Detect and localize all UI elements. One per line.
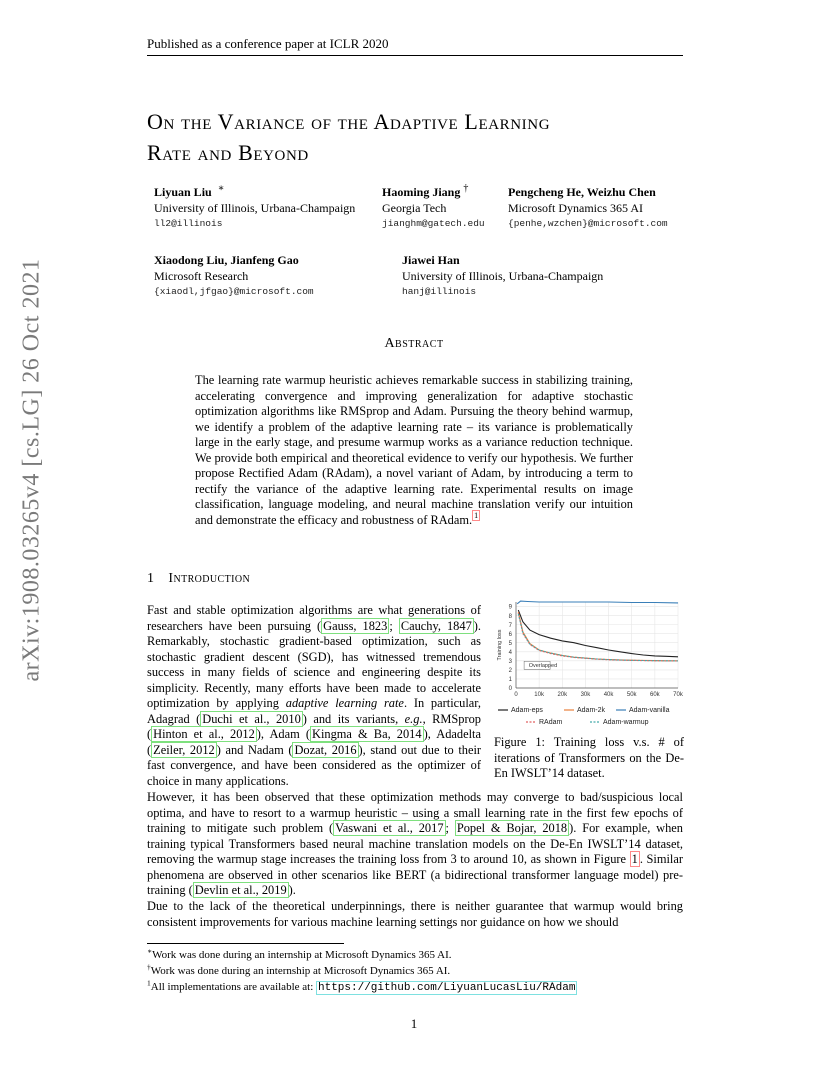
y-tick-label: 7 [508,622,512,629]
x-tick-label: 20k [557,692,568,698]
citation-link[interactable]: Zeiler, 2012 [153,742,215,757]
author-block [154,252,314,300]
title-line-1: On the Variance of the Adaptive Learning [147,109,551,134]
figure-caption: Figure 1: Training loss v.s. # of iterations of Transformers on the De-En IWSLT’14 dataset. [494,735,684,780]
footnote [147,963,683,979]
author-block [154,184,355,232]
abstract-heading: Abstract [384,336,444,351]
footnote [147,979,683,996]
x-tick-label: 30k [580,692,591,698]
chart-legend [498,707,670,726]
text-run: However, it has been observed that these optimization methods may converge to bad/suspicious local optima, and have to resort to a warmup heuristic – using a small learning rate in the first few epochs of training to mitigate such problem ( [147,790,683,835]
repo-url-link[interactable]: https://github.com/LiyuanLucasLiu/RAdam [318,982,576,994]
y-tick-label: 9 [508,604,512,611]
footnote-mark: 1 [147,978,151,988]
author-name: Liyuan Liu [154,185,212,199]
emphasis: adaptive learning rate [285,696,404,710]
author-email: ll2@illinois [154,218,223,229]
text-run: ) and Nadam ( [216,742,293,757]
section-heading [147,571,250,587]
training-loss-chart [494,598,686,734]
author-name: Jiawei Han [402,253,460,267]
section-title: Introduction [168,571,251,586]
citation-link[interactable]: Gauss, 1823 [323,618,388,633]
x-tick-label: 40k [603,692,614,698]
citation-link[interactable]: Devlin et al., 2019 [194,883,287,897]
author-block [382,184,485,232]
text-run: ). [288,883,296,897]
text-run: . Similar phenomena are observed in other scenarios like BERT (a bidirectional transformer language model) pre-training ( [147,852,683,897]
section-number: 1 [147,571,155,586]
author-name: Pengcheng He, Weizhu Chen [508,185,656,199]
text-run: ; [389,618,399,633]
citation-link[interactable]: Popel & Bojar, 2018 [456,821,568,835]
citation-link[interactable]: Dozat, 2016 [294,742,357,757]
author-affiliation: Microsoft Dynamics 365 AI [508,201,643,215]
page-number: 1 [410,1016,418,1031]
footnote-text: Work was done during an internship at Microsoft Dynamics 365 AI. [152,949,452,961]
author-affiliation: Georgia Tech [382,201,447,215]
citation-link[interactable]: Duchi et al., 2010 [202,711,301,726]
author-email: {xiaodl,jfgao}@microsoft.com [154,286,314,297]
y-tick-label: 2 [508,668,512,675]
y-tick-label: 3 [508,659,512,666]
citation-link[interactable]: Hinton et al., 2012 [153,727,255,741]
footnote [147,947,683,963]
chart-tick-labels [497,605,684,698]
y-tick-label: 0 [508,686,512,693]
citation-link[interactable]: Cauchy, 1847 [400,618,472,633]
series-line-adam-warmup [518,614,678,661]
legend-label: Adam-2k [577,707,606,714]
author-block [508,184,668,232]
text-run: ; [445,821,455,835]
text-run: ), stand out due to their fast convergence, and have been considered as the optimizer of choice in many applications. [147,742,482,788]
x-tick-label: 60k [650,692,660,698]
footnote-mark: † [147,962,151,972]
series-line-adam-vanilla [517,601,678,604]
paragraph: Due to the lack of the theoretical underpinnings, there is neither guarantee that warmup would bring consistent improvements for various machine learning settings nor guidance on how we should [147,899,683,929]
text-run: ), Adam ( [256,727,310,741]
y-axis-label: Training loss [497,629,503,661]
legend-label: Adam-eps [511,707,543,714]
series-line-adam-2k [518,612,678,661]
text-run: ). For example, when training typical Transformers based neural machine translation models on the De-En IWSLT’14 dataset, removing the warmup stage increases the training loss from 3 to around 10, as shown in Figure [147,821,683,866]
author-name: Xiaodong Liu, Jianfeng Gao [154,253,299,267]
chart-gridlines [516,602,678,688]
legend-label: Adam-warmup [603,719,649,726]
text-run: . In particular, Adagrad ( [147,696,481,726]
running-header: Published as a conference paper at ICLR 2020 [147,36,683,56]
author-email: jianghm@gatech.edu [382,218,485,229]
text-run: ) and its variants, [302,711,405,726]
x-tick-label: 10k [534,692,544,698]
author-affiliation: Microsoft Research [154,269,249,283]
author-name: Haoming Jiang [382,185,461,199]
author-email: hanj@illinois [402,286,477,297]
x-tick-label: 70k [673,692,683,698]
author-affiliation: University of Illinois, Urbana-Champaign [154,201,356,215]
y-tick-label: 8 [508,613,512,620]
paragraph [147,790,683,899]
text-run: ). Remarkably, stochastic gradient-based optimization, such as stochastic gradient descent (SGD), has witnessed tremendous success in many fields of science and engineering despite its simplicity. Recently, many efforts have been made to accelerate optimization by applying [147,618,482,710]
footnote-rule [147,943,344,944]
footnote-text: Work was done during an internship at Microsoft Dynamics 365 AI. [150,965,451,977]
citation-link[interactable]: Vaswani et al., 2017 [335,821,444,835]
paper-title [147,106,707,168]
x-tick-label: 0 [514,692,518,698]
chart-axes [516,602,678,688]
legend-label: RAdam [539,719,563,726]
abstract-text: The learning rate warmup heuristic achieves remarkable success in stabilizing training, accelerating convergence and improving generalization for adaptive stochastic optimization algorithms like RMSprop and Adam. Pursuing the theory behind warmup, we identify a problem of the adaptive learning rate – its variance is problematically large in the early stage, and presume warmup works as a variance reduction technique. We provide both empirical and theoretical evidence to verify our hypothesis. We further propose Rectified Adam (RAdam), a novel variant of Adam, by introducing a term to rectify the variance of the adaptive learning rate. Experimental results on image classification, language modeling, and neural machine translation verify our intuition and demonstrate the efficacy and robustness of RAdam. [195,373,633,527]
text-run: Fast and stable optimization algorithms are what generations of researchers have been pursuing ( [147,603,481,633]
chart-annotation: Overlapped [528,663,558,670]
text-run: ), Adadelta ( [147,727,481,757]
legend-label: Adam-vanilla [629,707,670,714]
figure-ref-link[interactable]: 1 [631,852,638,866]
y-tick-label: 4 [508,649,512,656]
text-run: , RMSprop ( [147,711,482,741]
y-tick-label: 5 [508,640,512,647]
x-tick-label: 50k [626,692,637,698]
footnotes [147,947,683,996]
y-tick-label: 1 [508,677,512,684]
abstract-body [195,373,633,528]
title-line-2: Rate and Beyond [147,140,309,165]
footnote-mark: ∗ [147,946,153,956]
footnote-ref[interactable]: 1 [474,511,479,521]
paragraph [147,603,481,789]
arxiv-id: arXiv:1908.03265v4 [cs.LG] 26 Oct 2021 [18,258,45,682]
emphasis: e.g. [404,711,423,726]
citation-link[interactable]: Kingma & Ba, 2014 [312,727,422,741]
author-affiliation: University of Illinois, Urbana-Champaign [402,269,604,283]
author-mark: † [463,183,469,194]
footnote-text: All implementations are available at: [150,981,316,993]
series-line-radam [518,613,678,661]
y-tick-label: 6 [508,631,512,638]
author-email: {penhe,wzchen}@microsoft.com [508,218,668,229]
author-mark: ∗ [217,183,225,194]
author-block [402,252,603,300]
